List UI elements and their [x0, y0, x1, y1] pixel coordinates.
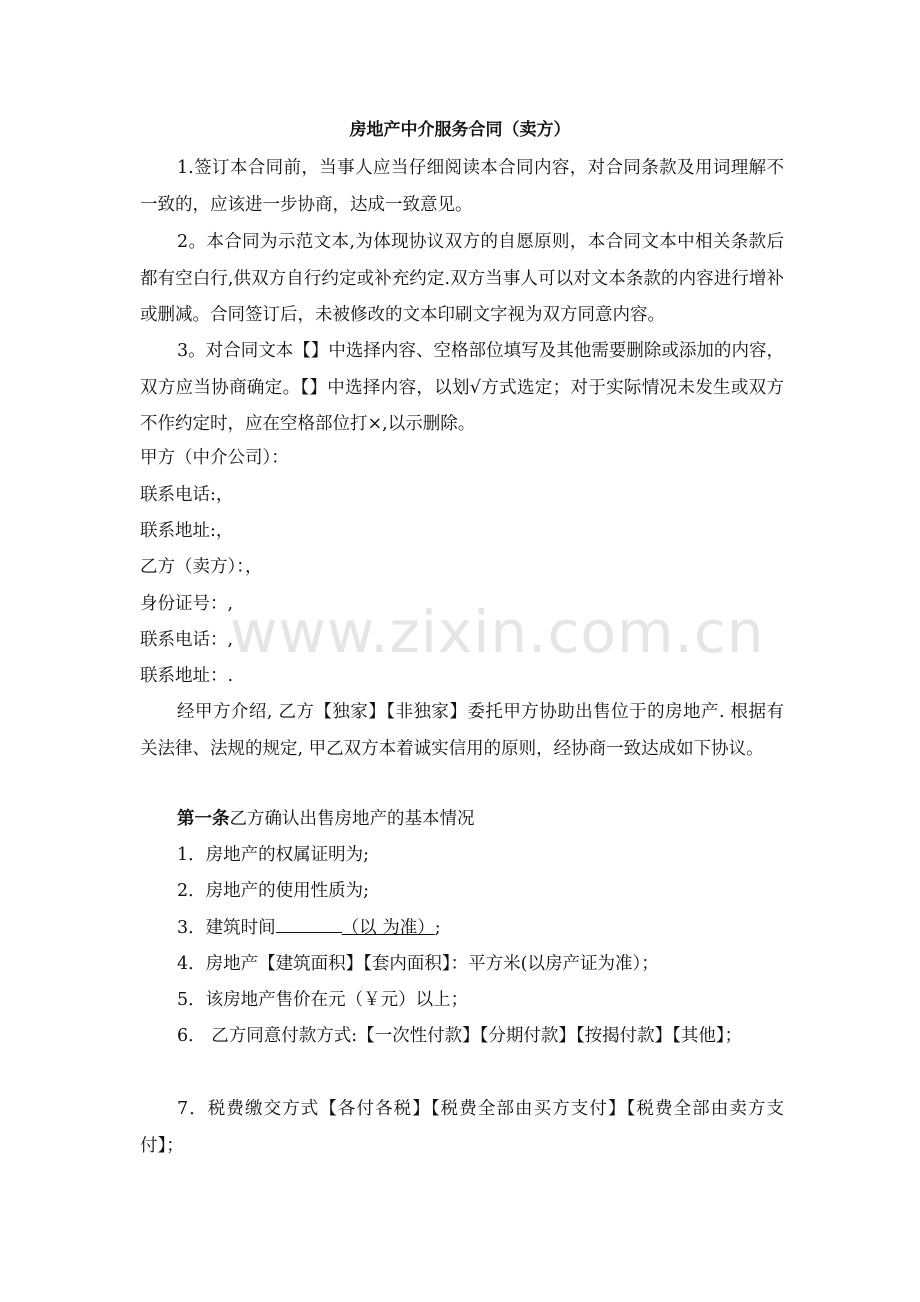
article-1-item-7: 7．税费缴交方式【各付各税】【税费全部由买方支付】【税费全部由卖方支付】； [140, 1099, 784, 1156]
intro-paragraph-3: 3。对合同文本【】中选择内容、空格部位填写及其他需要删除或添加的内容，双方应当协商确定。【】中选择内容，以划√方式选定；对于实际情况未发生或双方不作约定时，应在空格部位打×,以示删除。 [140, 341, 784, 434]
article-1-number: 第一条 [177, 809, 230, 829]
party-a-phone: 联系电话:， [140, 485, 234, 505]
article-1-title: 乙方确认出售房地产的基本情况 [229, 809, 475, 829]
item-3-underlined-text: （以 为准） [341, 918, 435, 938]
watermark-text: www.zixin.com.cn [230, 598, 765, 666]
party-b-label: 乙方（卖方）：， [140, 557, 263, 577]
article-1-item-2: 2．房地产的使用性质为; [177, 881, 370, 901]
article-1-item-3 [140, 910, 784, 947]
item-3-label: 3．建筑时间 [177, 918, 276, 938]
preamble-paragraph: 经甲方介绍, 乙方【独家】【非独家】委托甲方协助出售位于的房地产. 根据有关法律、法规的规定, 甲乙双方本着诚实信用的原则，经协商一致达成如下协议。 [140, 702, 784, 759]
intro-paragraph-2: 2。本合同为示范文本,为体现协议双方的自愿原则，本合同文本中相关条款后都有空白行,供双方自行约定或补充约定.双方当事人可以对文本条款的内容进行增补或删减。合同签订后，未被修改的文本印刷文字视为双方同意内容。 [140, 232, 784, 325]
article-1-heading [140, 801, 784, 838]
party-a-label: 甲方（中介公司）： [140, 448, 289, 468]
party-b-address: 联系地址：. [140, 666, 234, 686]
fill-in-blank [276, 931, 342, 933]
article-1-item-6: 6． 乙方同意付款方式:【一次性付款】【分期付款】【按揭付款】【其他】； [177, 1026, 743, 1046]
party-b-id-number: 身份证号：, [140, 594, 234, 614]
intro-paragraph-1: 1.签订本合同前，当事人应当仔细阅读本合同内容，对合同条款及用词理解不一致的，应该进一步协商，达成一致意见。 [140, 158, 784, 215]
item-3-suffix: ; [434, 918, 441, 938]
party-a-address: 联系地址:， [140, 521, 234, 541]
article-1-item-4: 4．房地产【建筑面积】【套内面积】：平方米(以房产证为准）； [177, 954, 659, 974]
article-1-item-1: 1．房地产的权属证明为; [177, 845, 370, 865]
party-b-phone: 联系电话：, [140, 630, 234, 650]
document-title: 房地产中介服务合同（卖方） [349, 120, 571, 140]
article-1-item-5: 5．该房地产售价在元（￥元）以上； [177, 990, 469, 1010]
